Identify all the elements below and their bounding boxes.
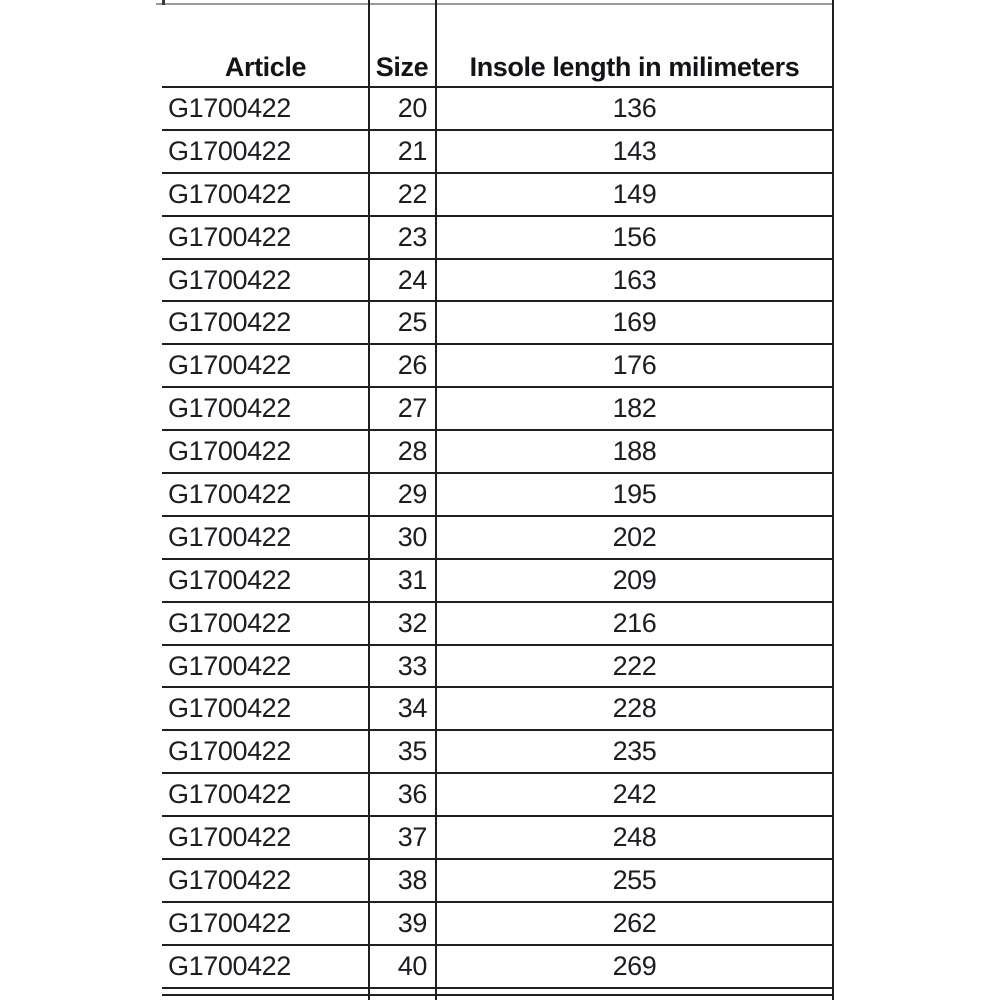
cell-article: G1700422 [168,350,291,381]
table-header-row [162,5,834,88]
table-row [162,731,834,774]
cell-article: G1700422 [168,393,291,424]
table-row [162,646,834,689]
cell-size: 39 [397,907,427,938]
column-header-size: Size [375,52,429,82]
table-row [162,260,834,303]
cell-size: 33 [397,650,427,681]
cell-insole: 143 [612,135,657,166]
cell-size: 29 [397,478,427,509]
cell-article: G1700422 [168,822,291,853]
cell-size: 40 [397,950,427,981]
table-row [162,388,834,431]
cell-article: G1700422 [168,478,291,509]
cell-article: G1700422 [168,135,291,166]
size-table [162,0,834,1000]
cell-insole: 235 [612,736,657,767]
cell-size: 36 [397,779,427,810]
cell-article: G1700422 [168,564,291,595]
cell-article: G1700422 [168,779,291,810]
table-row [162,431,834,474]
cell-article: G1700422 [168,521,291,552]
cell-insole: 262 [612,907,657,938]
cell-insole: 255 [612,864,657,895]
cell-size: 22 [397,178,427,209]
cell-size: 31 [397,564,427,595]
cell-size: 37 [397,822,427,853]
cell-insole: 269 [612,950,657,981]
cell-insole: 149 [612,178,657,209]
cell-size: 23 [397,221,427,252]
table-row [162,946,834,989]
cell-article: G1700422 [168,436,291,467]
table-row [162,131,834,174]
cell-article: G1700422 [168,307,291,338]
cell-insole: 176 [612,350,657,381]
cell-insole: 163 [612,264,657,295]
cell-insole: 195 [612,478,657,509]
cell-article: G1700422 [168,693,291,724]
cell-size: 38 [397,864,427,895]
cell-insole: 188 [612,436,657,467]
cell-insole: 136 [612,92,657,123]
cell-insole: 169 [612,307,657,338]
table-row [162,302,834,345]
cell-size: 21 [397,135,427,166]
cell-insole: 248 [612,822,657,853]
cell-article: G1700422 [168,950,291,981]
table-row [162,474,834,517]
cell-article: G1700422 [168,264,291,295]
column-header-article: Article [224,52,307,82]
cell-insole: 156 [612,221,657,252]
cell-size: 35 [397,736,427,767]
cell-size: 32 [397,607,427,638]
table-row [162,88,834,131]
column-header-insole: Insole length in milimeters [469,52,800,82]
table-row [162,688,834,731]
cell-insole: 182 [612,393,657,424]
cell-size: 28 [397,436,427,467]
table-row [162,174,834,217]
cell-article: G1700422 [168,650,291,681]
cell-insole: 228 [612,693,657,724]
cell-article: G1700422 [168,907,291,938]
table-rows [162,88,834,989]
cell-insole: 209 [612,564,657,595]
table-row [162,560,834,603]
table-row [162,345,834,388]
cell-article: G1700422 [168,607,291,638]
cell-article: G1700422 [168,864,291,895]
cell-size: 24 [397,264,427,295]
table-row [162,817,834,860]
table-row [162,903,834,946]
table-row [162,860,834,903]
cell-insole: 222 [612,650,657,681]
cell-insole: 242 [612,779,657,810]
cell-size: 26 [397,350,427,381]
cell-size: 20 [397,92,427,123]
cell-article: G1700422 [168,178,291,209]
cell-size: 27 [397,393,427,424]
cell-size: 34 [397,693,427,724]
cell-size: 25 [397,307,427,338]
table-row [162,517,834,560]
cell-article: G1700422 [168,92,291,123]
partial-row-border [162,994,834,996]
cell-size: 30 [397,521,427,552]
table-row [162,774,834,817]
table-row [162,603,834,646]
cell-insole: 202 [612,521,657,552]
cell-article: G1700422 [168,736,291,767]
cell-insole: 216 [612,607,657,638]
cell-article: G1700422 [168,221,291,252]
table-row [162,217,834,260]
